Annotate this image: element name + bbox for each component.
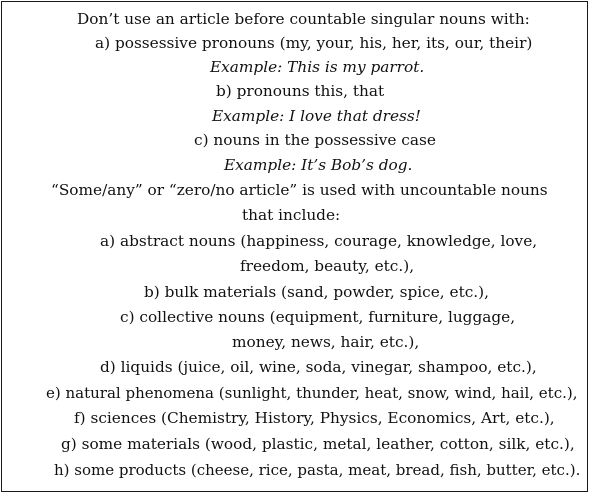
item-a-abstract-nouns-cont: freedom, beauty, etc.), xyxy=(240,257,415,275)
item-c-collective-nouns-cont: money, news, hair, etc.), xyxy=(232,333,420,351)
rule-b-demonstratives: b) pronouns this, that xyxy=(216,82,385,100)
rule-c-possessive-case: c) nouns in the possessive case xyxy=(194,131,436,149)
item-g-some-materials: g) some materials (wood, plastic, metal, leather, cotton, silk, etc.), xyxy=(61,435,575,453)
example-dress: Example: I love that dress! xyxy=(212,107,421,125)
uncountable-intro: “Some/any” or “zero/no article” is used with uncountable nouns xyxy=(51,181,548,199)
item-a-abstract-nouns: a) abstract nouns (happiness, courage, knowledge, love, xyxy=(100,232,538,250)
item-e-natural-phenomena: e) natural phenomena (sunlight, thunder, heat, snow, wind, hail, etc.), xyxy=(46,384,578,402)
item-h-some-products: h) some products (cheese, rice, pasta, meat, bread, fish, butter, etc.). xyxy=(54,461,581,479)
example-dog: Example: It’s Bob’s dog. xyxy=(224,156,413,174)
item-d-liquids: d) liquids (juice, oil, wine, soda, vinegar, shampoo, etc.), xyxy=(100,358,537,376)
item-c-collective-nouns: c) collective nouns (equipment, furniture, luggage, xyxy=(120,308,516,326)
example-parrot: Example: This is my parrot. xyxy=(210,58,425,76)
item-f-sciences: f) sciences (Chemistry, History, Physics, Economics, Art, etc.), xyxy=(74,409,555,427)
rule-a-possessive-pronouns: a) possessive pronouns (my, your, his, her, its, our, their) xyxy=(95,34,533,52)
intro-line: Don’t use an article before countable singular nouns with: xyxy=(77,10,530,28)
text-box xyxy=(1,1,588,492)
item-b-bulk-materials: b) bulk materials (sand, powder, spice, etc.), xyxy=(144,283,489,301)
uncountable-intro-cont: that include: xyxy=(242,206,341,224)
